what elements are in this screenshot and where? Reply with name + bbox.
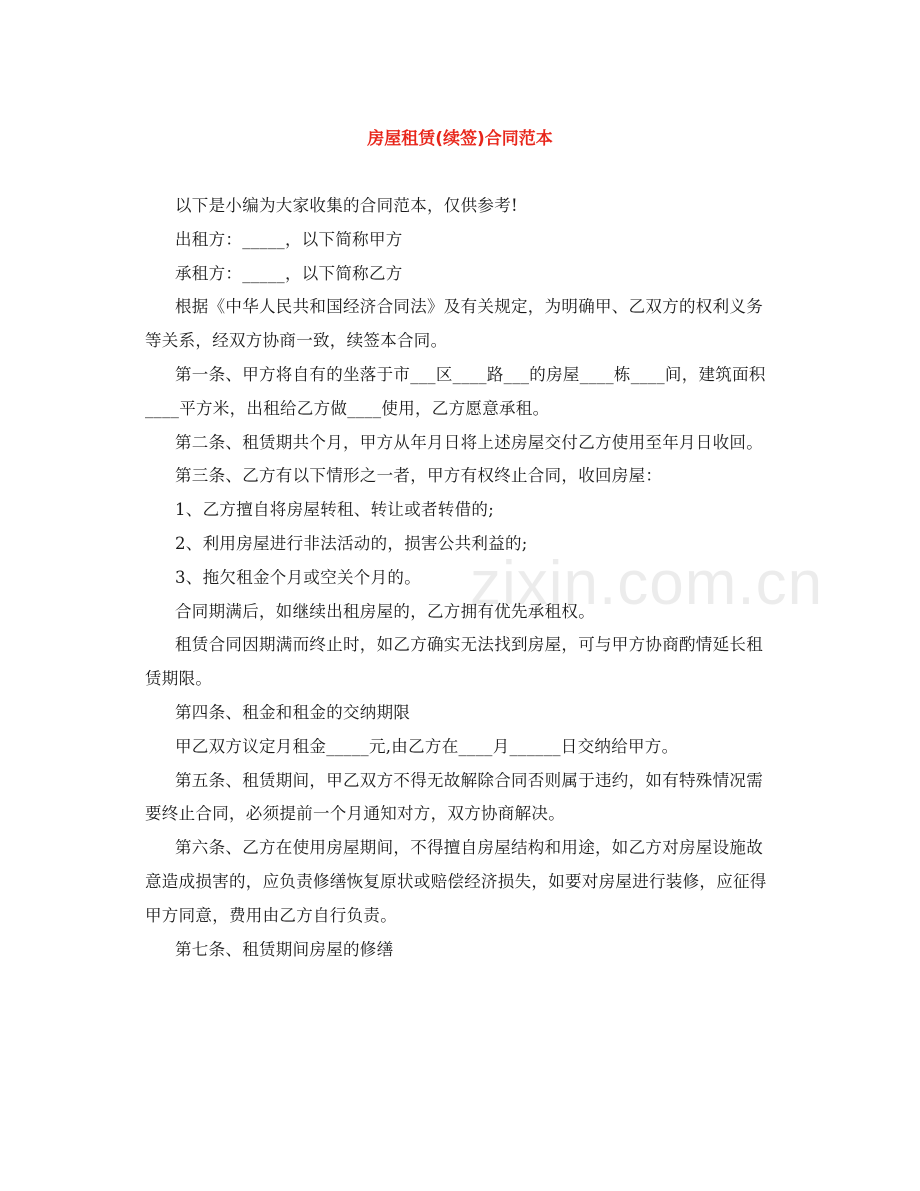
paragraph-article-3: 第三条、乙方有以下情形之一者，甲方有权终止合同，收回房屋： xyxy=(175,466,663,486)
paragraph-article-3-item-2: 2、利用房屋进行非法活动的，损害公共利益的; xyxy=(175,533,528,553)
paragraph-article-1: 第一条、甲方将自有的坐落于市___区____路___的房屋____栋____间，建筑面积____平方米，出租给乙方做____使用，乙方愿意承租。 xyxy=(145,364,766,418)
paragraph-article-4: 第四条、租金和租金的交纳期限 xyxy=(175,702,411,722)
paragraph-renewal-priority: 合同期满后，如继续出租房屋的，乙方拥有优先承租权。 xyxy=(175,601,595,621)
paragraph-article-2: 第二条、租赁期共个月，甲方从年月日将上述房屋交付乙方使用至年月日收回。 xyxy=(175,432,763,452)
paragraph-article-6: 第六条、乙方在使用房屋期间，不得擅自房屋结构和用途，如乙方对房屋设施故意造成损害的，应负责修缮恢复原状或赔偿经济损失，如要对房屋进行装修，应征得甲方同意，费用由乙方自行负责。 xyxy=(145,838,767,925)
document-body xyxy=(145,189,777,966)
paragraph-extension: 租赁合同因期满而终止时，如乙方确实无法找到房屋，可与甲方协商酌情延长租赁期限。 xyxy=(145,635,763,689)
paragraph-article-3-item-3: 3、拖欠租金个月或空关个月的。 xyxy=(175,567,421,587)
paragraph-article-3-item-1: 1、乙方擅自将房屋转租、转让或者转借的; xyxy=(175,500,495,520)
paragraph-rent-amount: 甲乙双方议定月租金_____元,由乙方在____月______日交纳给甲方。 xyxy=(175,736,679,756)
paragraph-article-5: 第五条、租赁期间，甲乙双方不得无故解除合同否则属于违约，如有特殊情况需要终止合同，必须提前一个月通知对方，双方协商解决。 xyxy=(145,770,763,824)
paragraph-intro: 以下是小编为大家收集的合同范本，仅供参考! xyxy=(175,196,518,215)
paragraph-article-7: 第七条、租赁期间房屋的修缮 xyxy=(175,939,394,959)
document-title: 房屋租赁(续签)合同范本 xyxy=(367,129,553,149)
paragraph-lessee: 承租方：_____，以下简称乙方 xyxy=(175,263,403,283)
watermark: zixin.com.cn xyxy=(470,549,824,618)
paragraph-preamble: 根据《中华人民共和国经济合同法》及有关规定，为明确甲、乙双方的权利义务等关系，经双方协商一致，续签本合同。 xyxy=(145,297,763,351)
paragraph-lessor: 出租方：_____，以下简称甲方 xyxy=(175,229,403,249)
